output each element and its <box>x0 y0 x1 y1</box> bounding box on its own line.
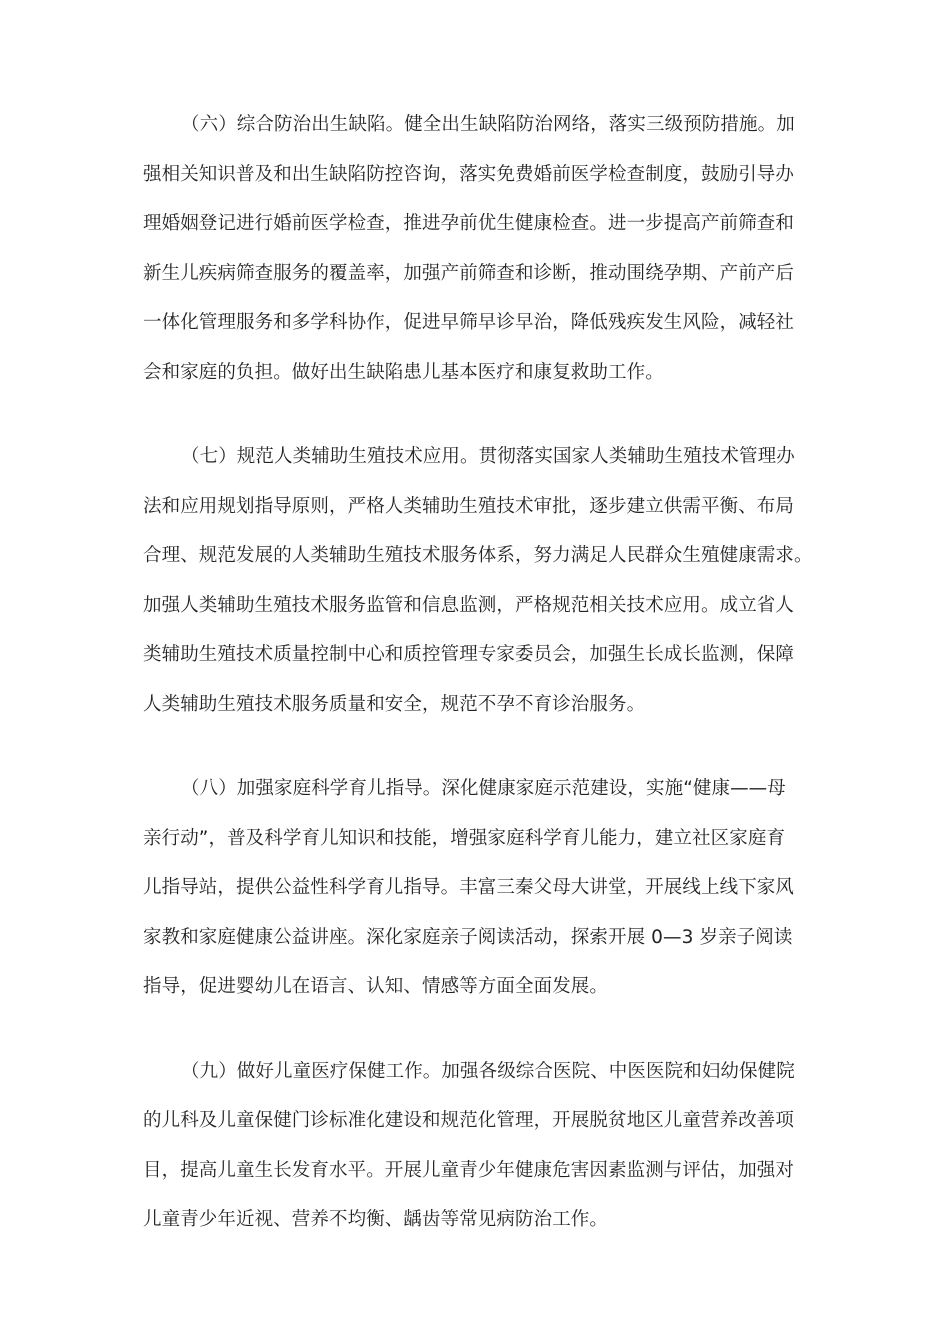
text-line: （六）综合防治出生缺陷。健全出生缺陷防治网络，落实三级预防措施。加 <box>181 114 795 135</box>
text-line: 儿童青少年近视、营养不均衡、龋齿等常见病防治工作。 <box>143 1209 609 1230</box>
text-line: （八）加强家庭科学育儿指导。深化健康家庭示范建设，实施“健康——母 <box>181 778 786 799</box>
text-line: 一体化管理服务和多学科协作，促进早筛早诊早治，降低残疾发生风险，减轻社 <box>143 312 795 333</box>
text-line: 类辅助生殖技术质量控制中心和质控管理专家委员会，加强生长成长监测，保障 <box>143 644 795 665</box>
text-line: （七）规范人类辅助生殖技术应用。贯彻落实国家人类辅助生殖技术管理办 <box>181 446 795 467</box>
text-line: （九）做好儿童医疗保健工作。加强各级综合医院、中医医院和妇幼保健院 <box>181 1060 795 1082</box>
text-line: 会和家庭的负担。做好出生缺陷患儿基本医疗和康复救助工作。 <box>143 361 664 383</box>
text-line: 强相关知识普及和出生缺陷防控咨询，落实免费婚前医学检查制度，鼓励引导办 <box>143 163 795 185</box>
text-line: 亲行动”，普及科学育儿知识和技能，增强家庭科学育儿能力，建立社区家庭育 <box>143 827 786 849</box>
text-line: 目，提高儿童生长发育水平。开展儿童青少年健康危害因素监测与评估，加强对 <box>143 1159 795 1181</box>
text-line: 人类辅助生殖技术服务质量和安全，规范不孕不育诊治服务。 <box>143 693 646 715</box>
document-body <box>143 100 823 1245</box>
paragraph-assisted-reproduction <box>143 432 823 729</box>
text-line: 理婚姻登记进行婚前医学检查，推进孕前优生健康检查。进一步提高产前筛查和 <box>143 213 795 234</box>
text-line: 家教和家庭健康公益讲座。深化家庭亲子阅读活动，探索开展 0—3 岁亲子阅读 <box>143 926 793 948</box>
text-line: 指导，促进婴幼儿在语言、认知、情感等方面全面发展。 <box>143 976 609 997</box>
paragraph-parenting-guidance <box>143 764 823 1012</box>
text-line: 加强人类辅助生殖技术服务监管和信息监测，严格规范相关技术应用。成立省人 <box>143 594 795 616</box>
text-line: 儿指导站，提供公益性科学育儿指导。丰富三秦父母大讲堂，开展线上线下家风 <box>143 877 795 898</box>
paragraph-birth-defects <box>143 100 823 397</box>
text-line: 新生儿疾病筛查服务的覆盖率，加强产前筛查和诊断，推动围绕孕期、产前产后 <box>143 262 795 284</box>
paragraph-child-healthcare <box>143 1047 823 1245</box>
text-line: 法和应用规划指导原则，严格人类辅助生殖技术审批，逐步建立供需平衡、布局 <box>143 495 795 517</box>
text-line: 合理、规范发展的人类辅助生殖技术服务体系，努力满足人民群众生殖健康需求。 <box>143 545 813 566</box>
text-line: 的儿科及儿童保健门诊标准化建设和规范化管理，开展脱贫地区儿童营养改善项 <box>143 1110 795 1131</box>
